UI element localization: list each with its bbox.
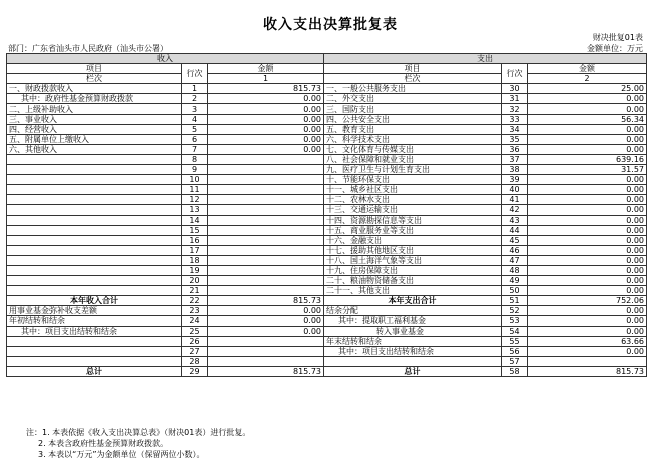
expense-label: 年末结转和结余 [324,336,502,346]
department-label: 部门：广东省汕头市人民政府（汕头市公署） [8,44,168,53]
income-seq: 16 [182,235,208,245]
income-seq: 18 [182,255,208,265]
expense-amount: 0.00 [528,134,647,144]
expense-section-header: 支出 [324,54,647,64]
expense-seq: 45 [502,235,528,245]
expense-amount: 56.34 [528,114,647,124]
amount-unit-label: 金额单位：万元 [587,44,643,53]
expense-seq: 48 [502,265,528,275]
expense-seq: 32 [502,104,528,114]
expense-label: 二十、粮油物资储备支出 [324,276,502,286]
expense-amount: 815.73 [528,366,647,376]
income-amount: 0.00 [208,104,324,114]
footnote: 注：1. 本表依据《收入支出决算总表》（财决01表）进行批复。 [26,428,251,437]
expense-label: 九、医疗卫生与计划生育支出 [324,165,502,175]
table-row [7,245,647,255]
expense-amount: 0.00 [528,326,647,336]
income-seq: 7 [182,144,208,154]
expense-label: 其中：提取职工福利基金 [324,316,502,326]
income-label [7,265,182,275]
income-amount: 815.73 [208,296,324,306]
table-row [7,195,647,205]
table-row [7,326,647,336]
income-label: 总计 [7,366,182,376]
table-row [7,94,647,104]
income-label [7,195,182,205]
table-row [7,185,647,195]
income-label [7,286,182,296]
income-seq-header: 行次 [182,64,208,84]
income-amount [208,336,324,346]
table-row [7,296,647,306]
income-seq: 28 [182,356,208,366]
expense-amount: 0.00 [528,185,647,195]
expense-amount: 31.57 [528,165,647,175]
income-item-header [7,64,182,74]
income-label: 其中：项目支出结转和结余 [7,326,182,336]
expense-amount: 0.00 [528,245,647,255]
income-label [7,255,182,265]
income-label: 用事业基金弥补收支差额 [7,306,182,316]
income-seq: 13 [182,205,208,215]
expense-amount: 0.00 [528,255,647,265]
expense-seq: 49 [502,276,528,286]
income-amount [208,276,324,286]
table-row [7,276,647,286]
income-seq: 2 [182,94,208,104]
expense-amount: 0.00 [528,276,647,286]
income-seq: 6 [182,134,208,144]
expense-amount: 0.00 [528,124,647,134]
income-label [7,185,182,195]
income-seq: 17 [182,245,208,255]
expense-seq: 50 [502,286,528,296]
table-row [7,306,647,316]
income-label [7,205,182,215]
footnote: 3. 本表以“万元”为金额单位（保留两位小数）。 [38,450,205,459]
income-seq: 21 [182,286,208,296]
expense-amount: 0.00 [528,195,647,205]
expense-seq: 57 [502,356,528,366]
footnote: 2. 本表含政府性基金预算财政拨款。 [38,439,169,448]
expense-seq: 47 [502,255,528,265]
item-header-text: 项目 [86,64,102,74]
income-seq: 1 [182,84,208,94]
expense-seq: 43 [502,215,528,225]
table-row [7,286,647,296]
income-label [7,235,182,245]
expense-label: 十一、城乡社区支出 [324,185,502,195]
expense-amount: 0.00 [528,306,647,316]
expense-amount: 0.00 [528,346,647,356]
table-row [7,255,647,265]
expense-seq: 56 [502,346,528,356]
table-row [7,175,647,185]
expense-seq: 34 [502,124,528,134]
expense-label: 结余分配 [324,306,502,316]
table-row [7,134,647,144]
income-amount [208,154,324,164]
income-label: 二、上级补助收入 [7,104,182,114]
expense-label: 十二、农林水支出 [324,195,502,205]
income-seq: 5 [182,124,208,134]
income-seq: 8 [182,154,208,164]
expense-label: 五、教育支出 [324,124,502,134]
table-row [7,366,647,376]
expense-seq: 51 [502,296,528,306]
budget-table [6,53,647,377]
income-amount [208,185,324,195]
income-seq: 4 [182,114,208,124]
expense-seq: 30 [502,84,528,94]
expense-label: 三、国防支出 [324,104,502,114]
income-seq: 29 [182,366,208,376]
income-amount [208,205,324,215]
expense-label: 十六、金融支出 [324,235,502,245]
income-amount [208,165,324,175]
income-label [7,346,182,356]
form-number: 财决批复01表 [592,33,643,42]
income-seq: 19 [182,265,208,275]
expense-label: 其中：项目支出结转和结余 [324,346,502,356]
income-seq: 20 [182,276,208,286]
expense-label: 本年支出合计 [324,296,502,306]
income-label [7,165,182,175]
section-header-row [7,54,647,64]
income-seq: 10 [182,175,208,185]
expense-amount: 0.00 [528,215,647,225]
expense-seq: 41 [502,195,528,205]
income-amount: 0.00 [208,124,324,134]
expense-seq: 35 [502,134,528,144]
income-seq: 27 [182,346,208,356]
expense-seq: 52 [502,306,528,316]
expense-amount: 0.00 [528,286,647,296]
expense-label: 十五、商业服务业等支出 [324,225,502,235]
income-seq: 22 [182,296,208,306]
table-row [7,205,647,215]
income-amount [208,225,324,235]
income-amount [208,175,324,185]
column-header-row [7,64,647,74]
expense-col-number: 2 [528,74,647,84]
table-row [7,114,647,124]
table-row [7,215,647,225]
expense-item-header: 项目 [324,64,502,74]
income-linecol-header: 栏次 [7,74,182,84]
income-seq: 12 [182,195,208,205]
expense-label: 七、文化体育与传媒支出 [324,144,502,154]
income-amount [208,195,324,205]
expense-label: 转入事业基金 [324,326,502,336]
income-label: 六、其他收入 [7,144,182,154]
income-amount [208,255,324,265]
income-amount: 0.00 [208,316,324,326]
expense-seq-header: 行次 [502,64,528,84]
income-seq: 23 [182,306,208,316]
income-label: 五、附属单位上缴收入 [7,134,182,144]
line-col-row [7,74,647,84]
expense-seq: 58 [502,366,528,376]
expense-amount: 25.00 [528,84,647,94]
table-row [7,144,647,154]
expense-seq: 40 [502,185,528,195]
income-amount [208,265,324,275]
income-amount [208,245,324,255]
table-row [7,336,647,346]
income-section-header: 收入 [7,54,324,64]
income-label [7,276,182,286]
income-seq: 15 [182,225,208,235]
expense-seq: 44 [502,225,528,235]
expense-amount: 639.16 [528,154,647,164]
expense-label: 十八、国土海洋气象等支出 [324,255,502,265]
footnotes [26,427,250,460]
income-seq: 3 [182,104,208,114]
expense-amount: 0.00 [528,94,647,104]
table-row [7,84,647,94]
income-amount: 815.73 [208,84,324,94]
expense-amount: 0.00 [528,175,647,185]
table-body [7,54,647,377]
income-amount: 0.00 [208,306,324,316]
expense-label: 十四、资源勘探信息等支出 [324,215,502,225]
income-amount [208,215,324,225]
expense-seq: 54 [502,326,528,336]
expense-amount: 0.00 [528,205,647,215]
income-seq: 26 [182,336,208,346]
income-seq: 9 [182,165,208,175]
expense-amount: 0.00 [528,225,647,235]
income-amount: 0.00 [208,94,324,104]
income-amount-header: 金额 [208,64,324,74]
expense-seq: 38 [502,165,528,175]
table-row [7,346,647,356]
table-row [7,104,647,114]
income-col-number: 1 [208,74,324,84]
expense-seq: 31 [502,94,528,104]
expense-label: 十七、援助其他地区支出 [324,245,502,255]
expense-amount-header: 金额 [528,64,647,74]
expense-seq: 42 [502,205,528,215]
expense-amount: 63.66 [528,336,647,346]
expense-seq: 36 [502,144,528,154]
income-label: 一、财政拨款收入 [7,84,182,94]
table-row [7,165,647,175]
income-label [7,154,182,164]
expense-label [324,356,502,366]
income-amount: 815.73 [208,366,324,376]
expense-label: 六、科学技术支出 [324,134,502,144]
expense-label: 八、社会保障和就业支出 [324,154,502,164]
income-label: 本年收入合计 [7,296,182,306]
expense-amount: 0.00 [528,235,647,245]
table-row [7,235,647,245]
income-amount [208,356,324,366]
income-amount: 0.00 [208,144,324,154]
income-label: 其中：政府性基金预算财政拨款 [7,94,182,104]
income-amount [208,346,324,356]
expense-seq: 53 [502,316,528,326]
expense-seq: 37 [502,154,528,164]
expense-seq: 46 [502,245,528,255]
income-amount: 0.00 [208,114,324,124]
expense-label: 十三、交通运输支出 [324,205,502,215]
income-seq: 14 [182,215,208,225]
expense-label: 十、节能环保支出 [324,175,502,185]
expense-label: 二十一、其他支出 [324,286,502,296]
income-amount [208,235,324,245]
income-amount: 0.00 [208,326,324,336]
expense-label: 十九、住房保障支出 [324,265,502,275]
income-label [7,336,182,346]
income-label: 四、经营收入 [7,124,182,134]
expense-label: 总计 [324,366,502,376]
income-label [7,356,182,366]
table-row [7,265,647,275]
table-row [7,356,647,366]
table-row [7,225,647,235]
income-seq: 11 [182,185,208,195]
expense-amount: 0.00 [528,265,647,275]
income-amount [208,286,324,296]
expense-linecol-header: 栏次 [324,74,502,84]
income-label [7,175,182,185]
expense-seq: 33 [502,114,528,124]
expense-amount: 0.00 [528,104,647,114]
income-label [7,225,182,235]
expense-seq: 39 [502,175,528,185]
income-seq: 24 [182,316,208,326]
income-label: 三、事业收入 [7,114,182,124]
expense-amount: 0.00 [528,316,647,326]
expense-label: 二、外交支出 [324,94,502,104]
expense-amount: 752.06 [528,296,647,306]
expense-amount: 0.00 [528,144,647,154]
expense-label: 四、公共安全支出 [324,114,502,124]
page-title: 收入支出决算批复表 [263,17,398,33]
table-row [7,124,647,134]
income-label [7,215,182,225]
income-label [7,245,182,255]
expense-seq: 55 [502,336,528,346]
expense-amount [528,356,647,366]
table-row [7,154,647,164]
income-label: 年初结转和结余 [7,316,182,326]
table-row [7,316,647,326]
income-seq: 25 [182,326,208,336]
income-amount: 0.00 [208,134,324,144]
expense-label: 一、一般公共服务支出 [324,84,502,94]
